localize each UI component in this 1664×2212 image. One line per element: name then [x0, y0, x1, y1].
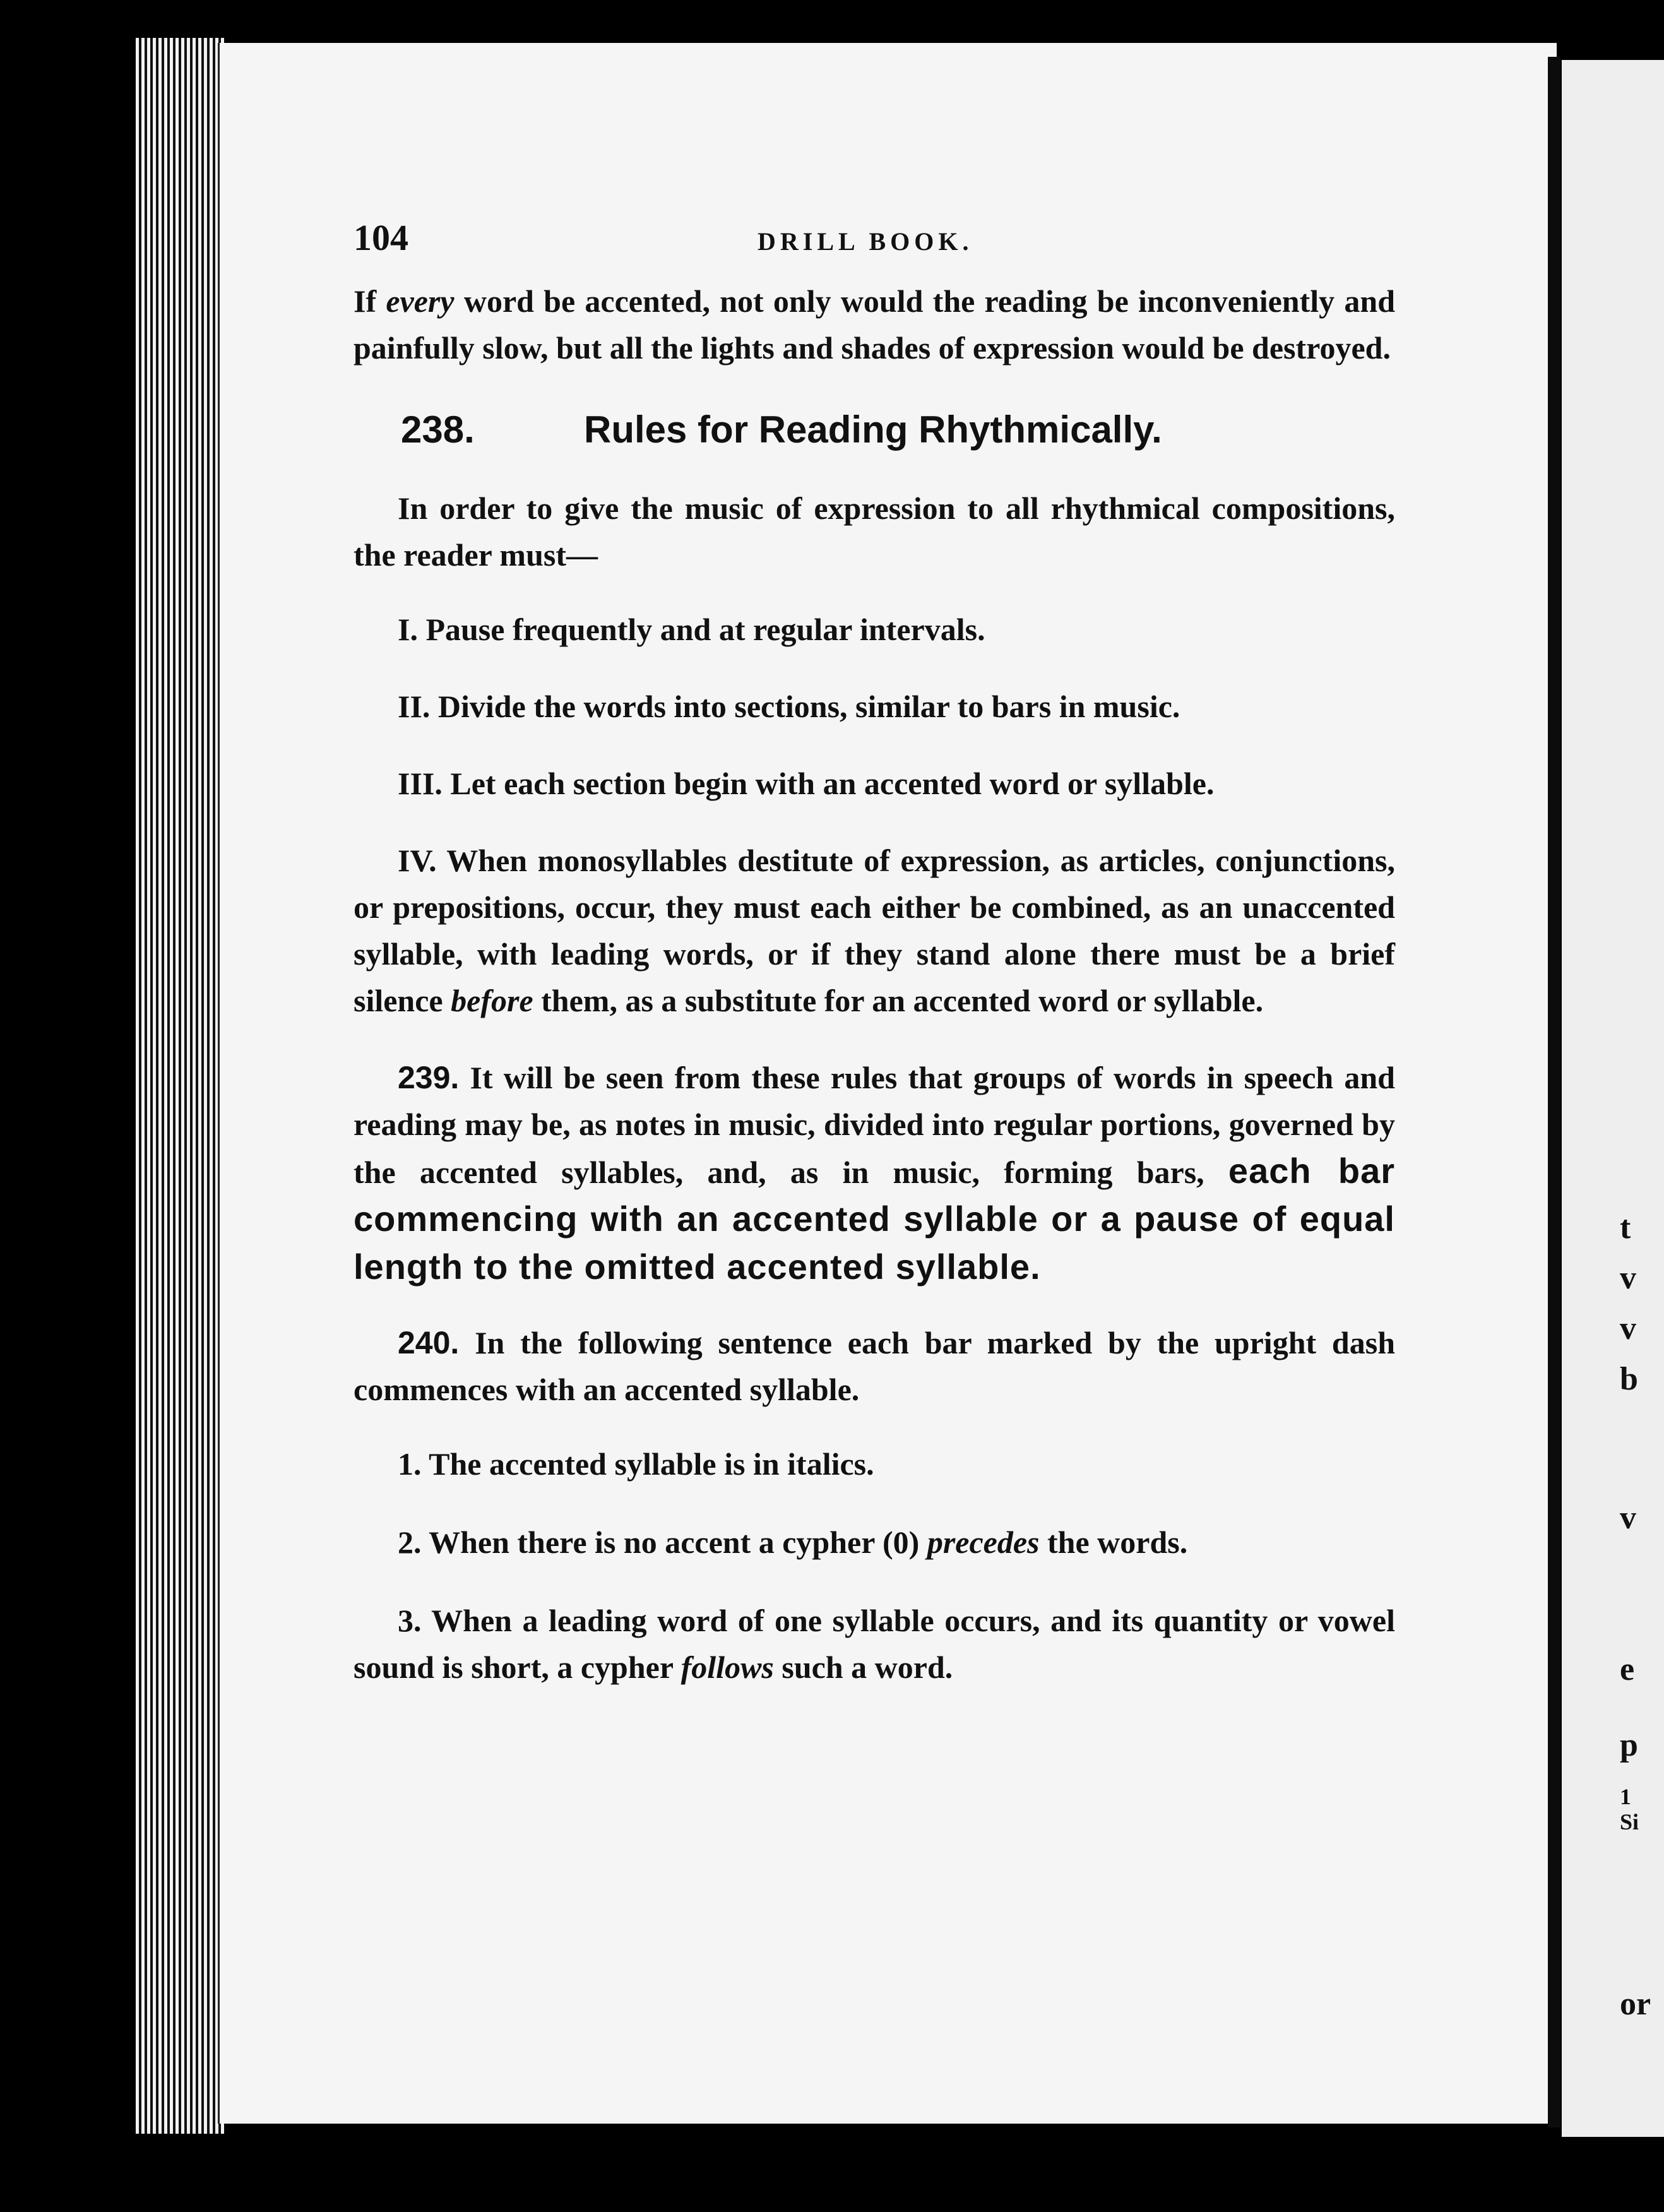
adjacent-page — [1562, 60, 1664, 2137]
paragraph-240: 240. In the following sentence each bar marked by the upright dash commences with an accented syllable. — [354, 1325, 1395, 1407]
adjacent-page-fragment: or — [1620, 1986, 1651, 2022]
adjacent-page-fragment: e — [1620, 1651, 1635, 1687]
section-heading-238 — [354, 407, 1395, 453]
rule-item: III. Let each section begin with an accented word or syllable. — [398, 766, 1215, 801]
paragraph-238: In order to give the music of expression to all rhythmical compositions, the reader must— — [354, 491, 1395, 573]
page-number: 104 — [354, 217, 408, 258]
book-page-edges — [136, 38, 224, 2134]
adjacent-page-fragment: v — [1620, 1311, 1636, 1347]
section-title: Rules for Reading Rhythmically. — [584, 408, 1162, 451]
adjacent-page-fragment: t — [1620, 1210, 1631, 1246]
adjacent-page-fragment: 1 — [1620, 1784, 1631, 1809]
book-gutter — [1548, 57, 1560, 2127]
rule-item: I. Pause frequently and at regular intervals. — [398, 612, 985, 647]
section-number: 238. — [401, 408, 475, 451]
list-item: 3. When a leading word of one syllable occurs, and its quantity or vowel sound is short, a cypher follows such a word. — [354, 1603, 1395, 1685]
adjacent-page-fragment: b — [1620, 1361, 1638, 1397]
adjacent-page-fragment: p — [1620, 1727, 1638, 1763]
list-item: 1. The accented syllable is in italics. — [398, 1446, 874, 1482]
page-text — [354, 215, 1395, 1722]
running-title: DRILL BOOK. — [758, 227, 973, 256]
rule-item: IV. When monosyllables destitute of expression, as articles, conjunctions, or prepositions, occur, they must each either be combined, as an unaccented syllable, with leading words, or if they stand alone there must be a brief silence before them, as a substitute for an accented word or syllable. — [354, 843, 1395, 1018]
paragraph-intro: If every word be accented, not only would the reading be inconveniently and painfully slow, but all the lights and shades of expression would be destroyed. — [354, 283, 1396, 366]
list-item: 2. When there is no accent a cypher (0) precedes the words. — [398, 1525, 1188, 1560]
adjacent-page-fragment: v — [1620, 1260, 1636, 1296]
adjacent-page-fragment: Si — [1620, 1809, 1639, 1834]
paragraph-239: 239. It will be seen from these rules that groups of words in speech and reading may be, as notes in music, divided into regular portions, governed by the accented syllables, and, as in music, forming bars, each bar commencing with an accented syllable or a pause of equal length to the omitted accented syllable. — [354, 1060, 1396, 1287]
adjacent-page-fragment: v — [1620, 1500, 1636, 1536]
running-head — [354, 215, 1395, 271]
rule-item: II. Divide the words into sections, similar to bars in music. — [398, 689, 1180, 724]
